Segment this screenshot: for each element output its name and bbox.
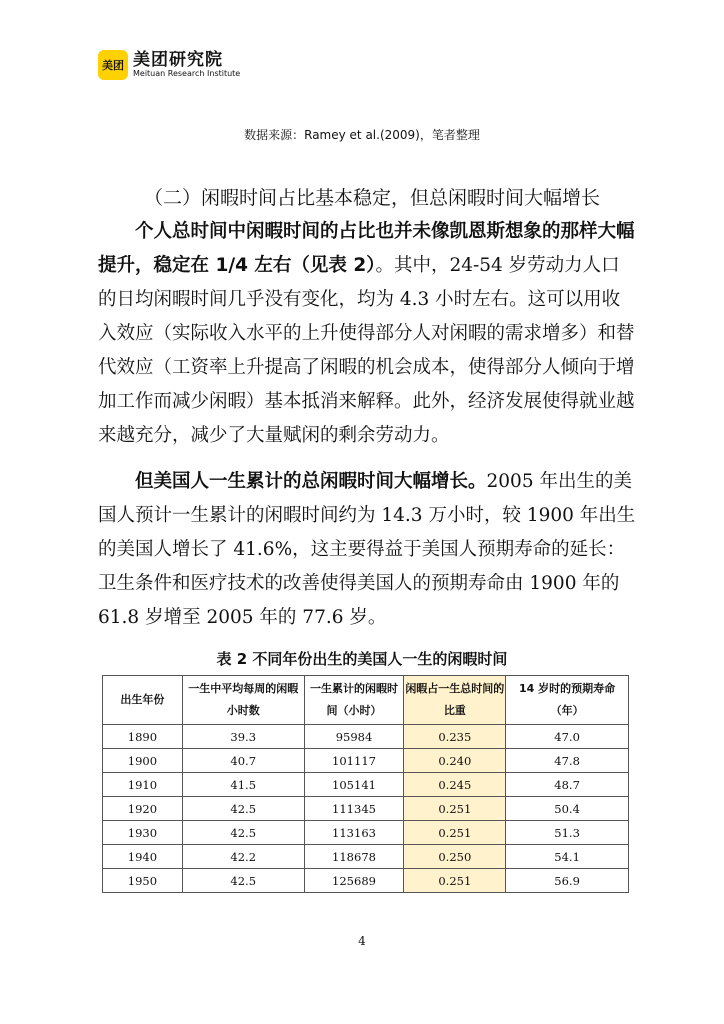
table-cell: 40.7 [182,749,304,773]
table-title: 表 2 不同年份出生的美国人一生的闲暇时间 [216,650,508,668]
table-cell: 0.240 [404,749,506,773]
table-cell: 42.5 [182,869,304,893]
table-cell: 1900 [103,749,183,773]
header-life-expectancy-14: 14 岁时的预期寿命（年） [506,676,629,725]
table-cell: 111345 [304,797,404,821]
page-number: 4 [358,934,366,948]
header-birth-year: 出生年份 [103,676,183,725]
table-row [103,869,629,893]
table-row [103,845,629,869]
table-cell: 0.251 [404,869,506,893]
table-cell: 42.2 [182,845,304,869]
table-cell: 1930 [103,821,183,845]
header-lifetime-leisure-hours: 一生累计的闲暇时间（小时） [304,676,404,725]
data-source-note: 数据来源：Ramey et al.(2009)，笔者整理 [244,128,480,142]
paragraph-2-bold: 但美国人一生累计的总闲暇时间大幅增长。 [135,471,487,492]
meituan-logo-icon: 美团 [98,50,128,80]
table-cell: 95984 [304,725,404,749]
brand-text [133,49,241,78]
section-heading: （二）闲暇时间占比基本稳定，但总闲暇时间大幅增长 [144,187,601,209]
header-weekly-leisure-hours: 一生中平均每周的闲暇小时数 [182,676,304,725]
table-cell: 1940 [103,845,183,869]
table-cell: 0.251 [404,821,506,845]
table-row [103,797,629,821]
table-cell: 0.250 [404,845,506,869]
table-row [103,821,629,845]
table-cell: 51.3 [506,821,629,845]
paragraph-2 [98,465,636,635]
table-cell: 47.8 [506,749,629,773]
paragraph-1-bold: 个人总时间中闲暇时间的占比也并未像凯恩斯想象的那样大幅提升，稳定在 1/4 左右（见表 2） [98,221,635,276]
table-row [103,725,629,749]
table-cell: 47.0 [506,725,629,749]
table-cell: 0.245 [404,773,506,797]
table-cell: 1950 [103,869,183,893]
table-cell: 1910 [103,773,183,797]
brand-logo [98,50,240,80]
table-cell: 42.5 [182,821,304,845]
table-cell: 48.7 [506,773,629,797]
table-row [103,773,629,797]
brand-name-en: Meituan Research Institute [133,68,241,78]
paragraph-2-text: 2005 年出生的美国人预计一生累计的闲暇时间约为 14.3 万小时，较 1900 年出生的美国人增长了 41.6%，这主要得益于美国人预期寿命的延长：卫生条件和医疗技术的改善使得美国人的预期寿命由 1900 年的 61.8 岁增至 2005 年的 77.6 岁。 [98,471,636,628]
leisure-time-table [102,675,629,893]
table-row [103,749,629,773]
table-cell: 54.1 [506,845,629,869]
table-cell: 50.4 [506,797,629,821]
table-cell: 42.5 [182,797,304,821]
table-cell: 101117 [304,749,404,773]
table-cell: 39.3 [182,725,304,749]
table-cell: 1890 [103,725,183,749]
header-leisure-share: 闲暇占一生总时间的比重 [404,676,506,725]
table-header-row [103,676,629,725]
paragraph-1-text: 。其中，24-54 岁劳动力人口的日均闲暇时间几乎没有变化，均为 4.3 小时左右。这可以用收入效应（实际收入水平的上升使得部分人对闲暇的需求增多）和替代效应（工资率上升提高了闲暇的机会成本，使得部分人倾向于增加工作而减少闲暇）基本抵消来解释。此外，经济发展使得就业越来越充分，减少了大量赋闲的剩余劳动力。 [98,255,635,446]
paragraph-1 [98,215,636,453]
table-cell: 41.5 [182,773,304,797]
table-cell: 1920 [103,797,183,821]
table-cell: 118678 [304,845,404,869]
table-cell: 0.251 [404,797,506,821]
table-cell: 105141 [304,773,404,797]
table-cell: 56.9 [506,869,629,893]
table-cell: 113163 [304,821,404,845]
table-cell: 0.235 [404,725,506,749]
table-cell: 125689 [304,869,404,893]
brand-name-cn: 美团研究院 [133,49,223,70]
